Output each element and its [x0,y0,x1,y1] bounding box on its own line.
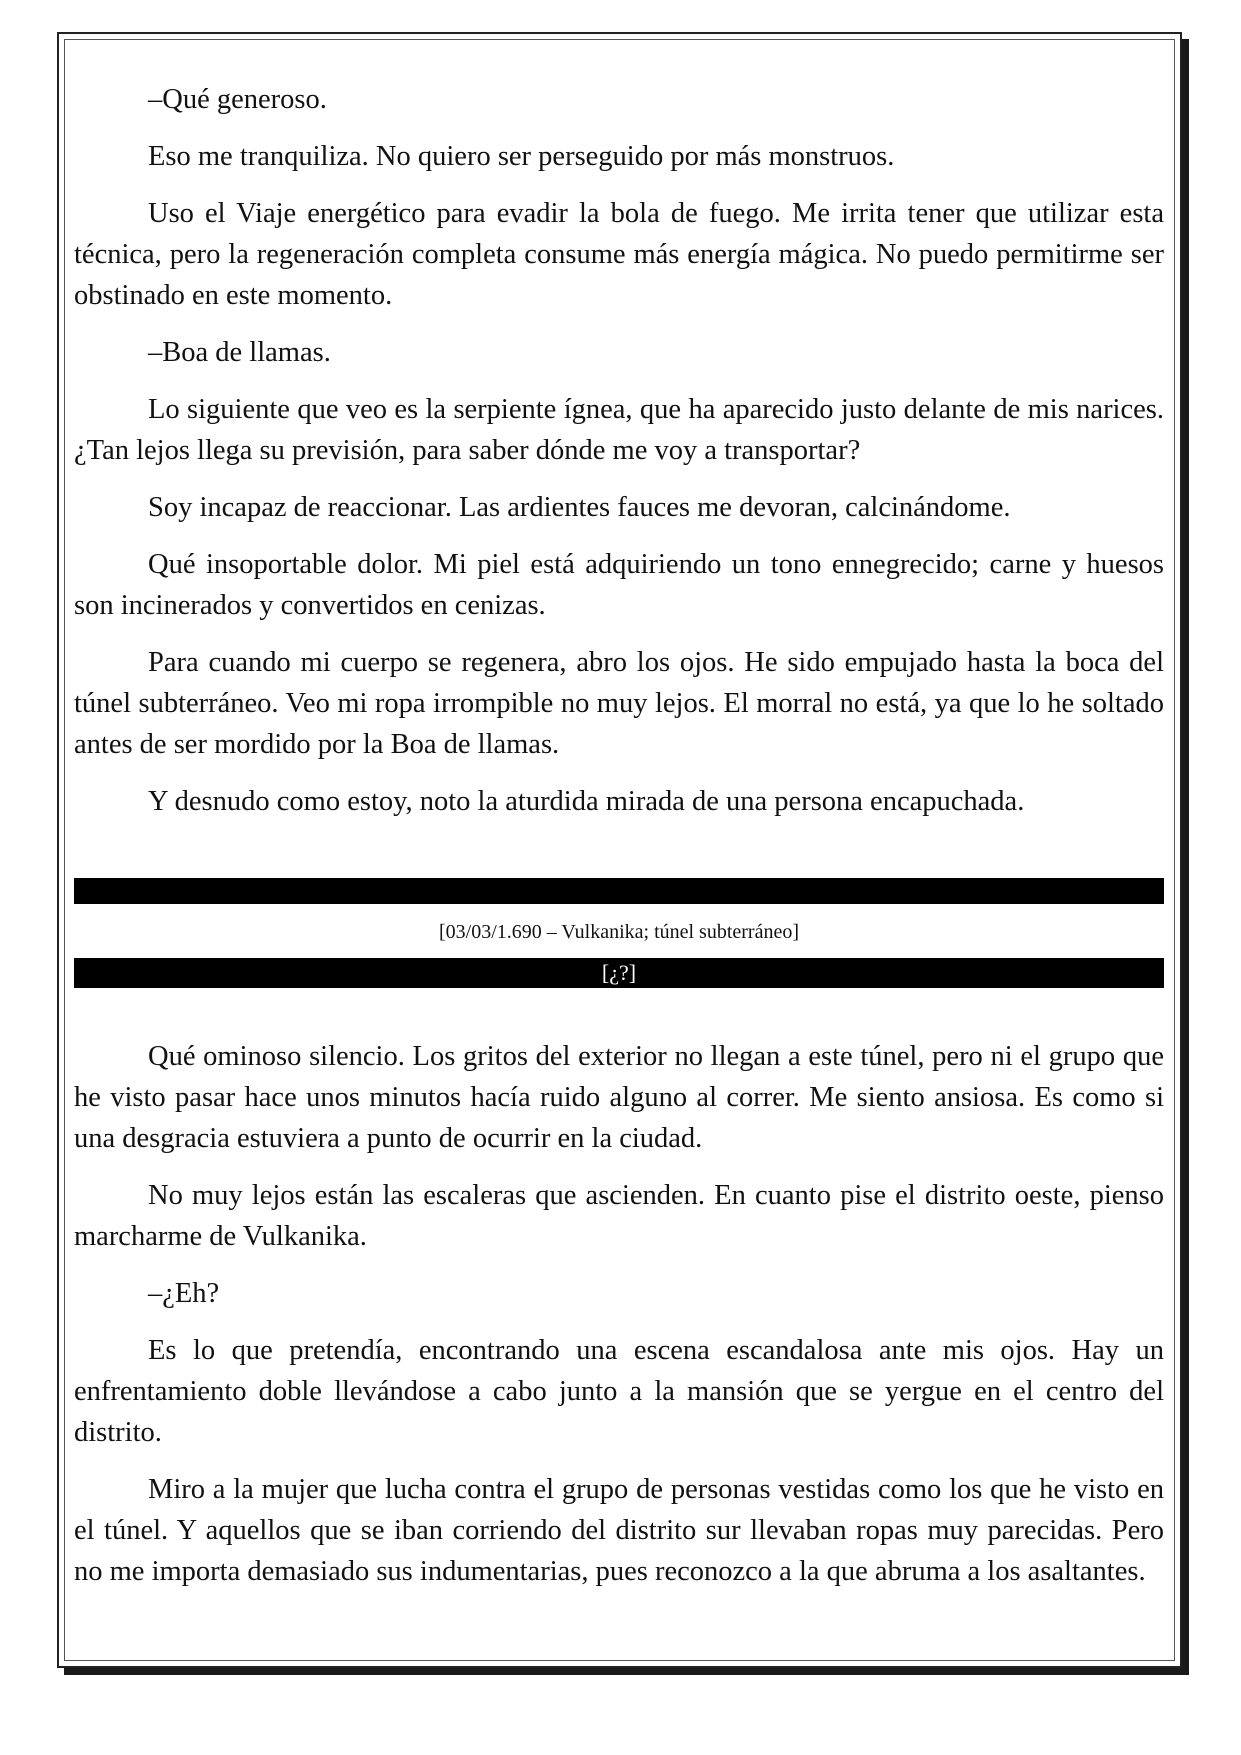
scene-break [74,878,1164,988]
page-content [74,79,1164,1608]
paragraph: Para cuando mi cuerpo se regenera, abro los ojos. He sido empujado hasta la boca del túnel subterráneo. Veo mi ropa irrompible no muy lejos. El morral no está, ya que lo he soltado antes de ser mordido por la Boa de llamas. [74,647,1164,760]
paragraph: Soy incapaz de reaccionar. Las ardientes fauces me devoran, calcinándome. [148,492,1011,523]
scene-location-heading: [03/03/1.690 – Vulkanika; túnel subterráneo] [438,921,800,943]
paragraph: Qué ominoso silencio. Los gritos del exterior no llegan a este túnel, pero ni el grupo que he visto pasar hace unos minutos hacía ruido alguno al correr. Me siento ansiosa. Es como si una desgracia estuviera a punto de ocurrir en la ciudad. [74,1041,1164,1154]
paragraph: Miro a la mujer que lucha contra el grupo de personas vestidas como los que he visto en el túnel. Y aquellos que se iban corriendo del distrito sur llevaban ropas muy parecidas. Pero no me importa demasiado sus indumentarias, pues reconozco a la que abruma a los asaltantes. [74,1474,1164,1587]
paragraph: Y desnudo como estoy, noto la aturdida mirada de una persona encapuchada. [148,786,1025,817]
paragraph: –Boa de llamas. [148,337,331,368]
paragraph: Qué insoportable dolor. Mi piel está adquiriendo un tono ennegrecido; carne y huesos son incinerados y convertidos en cenizas. [74,549,1164,621]
scene-pov-bar: [¿?] [74,958,1164,988]
paragraph: No muy lejos están las escaleras que ascienden. En cuanto pise el distrito oeste, pienso marcharme de Vulkanika. [74,1180,1164,1252]
paragraph: Es lo que pretendía, encontrando una escena escandalosa ante mis ojos. Hay un enfrentamiento doble llevándose a cabo junto a la mansión que se yergue en el centro del distrito. [74,1335,1164,1448]
scene-break-top-bar [74,878,1164,904]
page-frame [57,32,1182,1668]
paragraph: Eso me tranquiliza. No quiero ser perseguido por más monstruos. [148,141,895,172]
paragraph: –¿Eh? [148,1278,220,1309]
paragraph: Uso el Viaje energético para evadir la bola de fuego. Me irrita tener que utilizar esta técnica, pero la regeneración completa consume más energía mágica. No puedo permitirme ser obstinado en este momento. [74,198,1164,311]
section-two [74,1036,1164,1592]
paragraph: Lo siguiente que veo es la serpiente ígnea, que ha aparecido justo delante de mis narices. ¿Tan lejos llega su previsión, para saber dónde me voy a transportar? [74,394,1164,466]
paragraph: –Qué generoso. [148,84,327,115]
